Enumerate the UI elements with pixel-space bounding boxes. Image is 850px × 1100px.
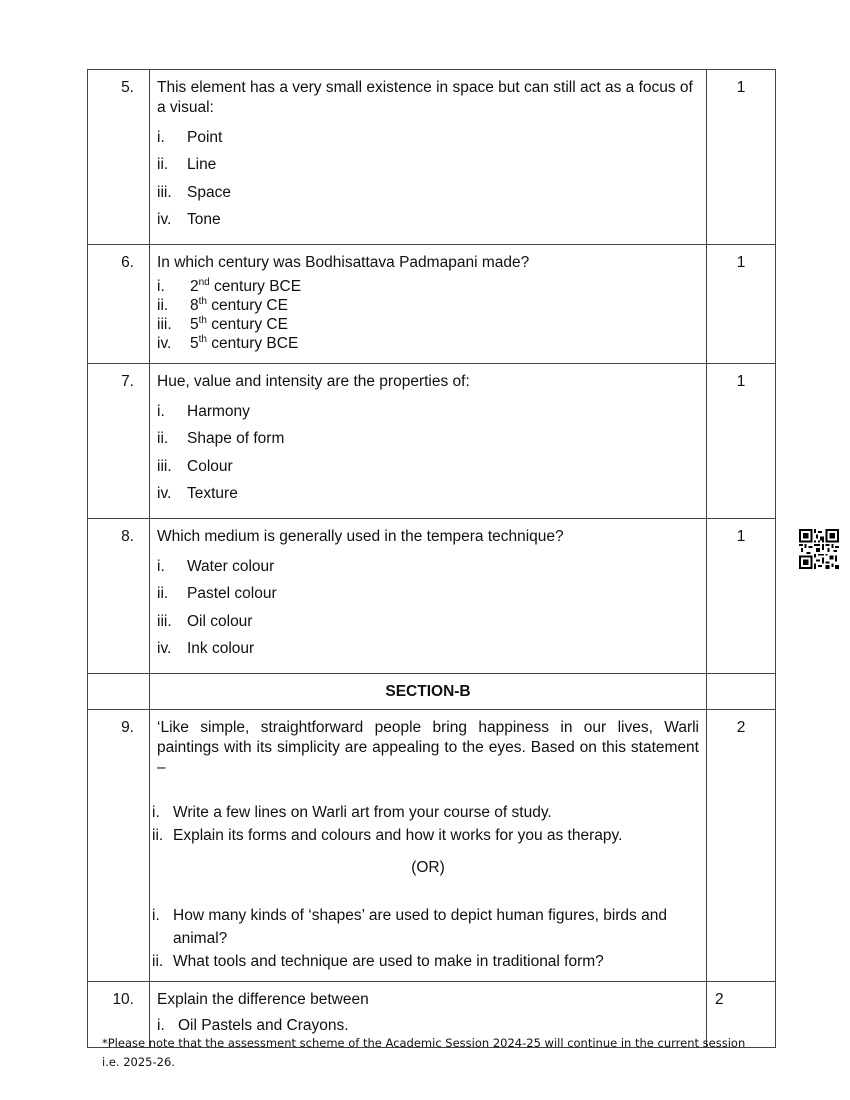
or-separator: (OR) — [411, 859, 445, 876]
sub-question-text: Oil Pastels and Crayons. — [178, 1016, 349, 1034]
option-label: iv. — [157, 334, 172, 352]
empty-cell — [707, 674, 776, 710]
sub-question-text: How many kinds of ‘shapes’ are used to depict human figures, birds and animal? — [173, 907, 667, 947]
option-text: Oil colour — [187, 612, 253, 630]
question-row-5 — [88, 70, 776, 245]
sub-question — [152, 801, 699, 824]
option — [157, 179, 699, 207]
section-row — [88, 674, 776, 710]
sub-question-label: i. — [152, 804, 160, 821]
option-label: ii. — [157, 585, 169, 603]
question-text: Hue, value and intensity are the properties of: — [157, 373, 470, 390]
sub-question — [152, 904, 699, 950]
empty-cell — [88, 674, 150, 710]
question-number: 7. — [88, 364, 150, 519]
sub-question — [152, 950, 699, 973]
option-label: i. — [157, 277, 165, 295]
question-table — [87, 69, 776, 1048]
sub-question-list — [152, 904, 699, 973]
question-row-7 — [88, 364, 776, 519]
sub-question-list — [152, 801, 699, 847]
option — [157, 315, 699, 334]
option-label: i. — [157, 128, 165, 146]
question-number: 8. — [88, 519, 150, 674]
option — [157, 608, 699, 636]
option-text: Water colour — [187, 557, 275, 575]
option-text: 8th century CE — [190, 295, 288, 314]
question-text: ‘Like simple, straightforward people bring happiness in our lives, Warli paintings with its simplicity are appealing to the eyes. Based on this statement – — [157, 719, 699, 776]
sub-question-text: Explain its forms and colours and how it works for you as therapy. — [173, 827, 623, 844]
option-text: Line — [187, 156, 217, 174]
marks: 1 — [707, 519, 776, 674]
section-heading: SECTION-B — [150, 674, 707, 710]
option-text: 5th century BCE — [190, 333, 299, 352]
option-label: iv. — [157, 485, 172, 503]
option-text: Space — [187, 183, 231, 201]
option-label: i. — [157, 557, 165, 575]
option — [157, 553, 699, 581]
option — [157, 152, 699, 180]
option-label: iv. — [157, 211, 172, 229]
option-list — [157, 398, 699, 508]
marks: 1 — [707, 364, 776, 519]
option-text: Texture — [187, 485, 238, 503]
question-text: Explain the difference between — [157, 991, 369, 1008]
marks: 2 — [707, 982, 776, 1048]
option — [157, 481, 699, 509]
option-list — [157, 124, 699, 234]
option-text: Shape of form — [187, 430, 285, 448]
question-body — [150, 70, 707, 245]
option-label: iii. — [157, 457, 172, 475]
sub-question-text: Write a few lines on Warli art from your course of study. — [173, 804, 552, 821]
marks: 1 — [707, 70, 776, 245]
option-label: ii. — [157, 156, 169, 174]
option-text: Tone — [187, 211, 221, 229]
option-text: Pastel colour — [187, 585, 277, 603]
option-label: ii. — [157, 296, 169, 314]
question-body — [150, 364, 707, 519]
option — [157, 426, 699, 454]
option — [157, 453, 699, 481]
option — [157, 398, 699, 426]
option-text: 5th century CE — [190, 314, 288, 333]
question-body — [150, 710, 707, 982]
option-list — [157, 553, 699, 663]
option-label: i. — [157, 402, 165, 420]
question-row-8 — [88, 519, 776, 674]
option — [157, 334, 699, 353]
question-row-9 — [88, 710, 776, 982]
sub-question-text: What tools and technique are used to make in traditional form? — [173, 953, 604, 970]
qr-code-icon — [799, 529, 839, 569]
question-number: 5. — [88, 70, 150, 245]
option — [157, 207, 699, 235]
option-label: ii. — [157, 430, 169, 448]
option — [157, 636, 699, 664]
option-label: iv. — [157, 640, 172, 658]
marks: 1 — [707, 245, 776, 364]
question-number: 10. — [88, 982, 150, 1048]
option-text: 2nd century BCE — [190, 276, 302, 295]
option-label: iii. — [157, 315, 172, 333]
question-number: 6. — [88, 245, 150, 364]
question-body — [150, 245, 707, 364]
question-row-6 — [88, 245, 776, 364]
question-number: 9. — [88, 710, 150, 982]
option — [157, 296, 699, 315]
question-text: Which medium is generally used in the tempera technique? — [157, 528, 564, 545]
sub-question-label: i. — [152, 907, 160, 924]
option-text: Ink colour — [187, 640, 255, 658]
sub-question — [152, 824, 699, 847]
option-label: iii. — [157, 612, 172, 630]
sub-question-label: ii. — [152, 953, 164, 970]
marks: 2 — [707, 710, 776, 982]
option-label: iii. — [157, 183, 172, 201]
option-text: Harmony — [187, 402, 250, 420]
option-text: Colour — [187, 457, 233, 475]
option — [157, 581, 699, 609]
option — [157, 124, 699, 152]
question-body — [150, 519, 707, 674]
footnote: *Please note that the assessment scheme of the Academic Session 2024-25 will continue in the current session i.e. 2025-26. — [102, 1036, 746, 1069]
question-text: In which century was Bodhisattava Padmapani made? — [157, 254, 530, 271]
sub-question-label: ii. — [152, 827, 164, 844]
option-list — [157, 277, 699, 353]
sub-question-label: i. — [157, 1016, 165, 1034]
option-text: Point — [187, 128, 223, 146]
question-text: This element has a very small existence in space but can still act as a focus of a visual: — [157, 79, 693, 116]
option — [157, 277, 699, 296]
